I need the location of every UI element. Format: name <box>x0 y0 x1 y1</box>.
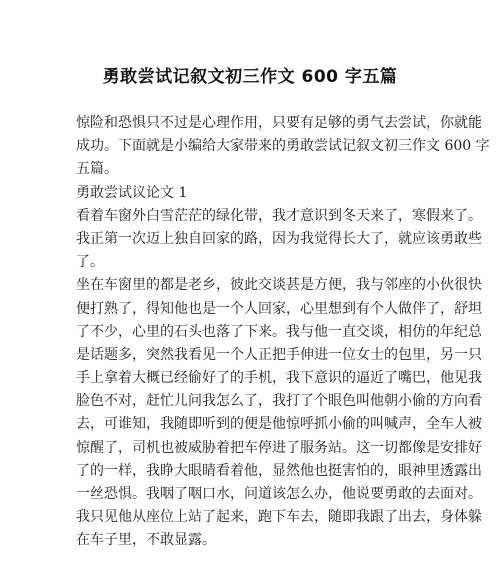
body-line: 便打熟了，得知他也是一个人回家，心里想到有个人做伴了，舒坦 <box>76 300 482 317</box>
body-line: 脸色不对，赶忙儿问我怎么了，我打了个眼色叫他朝小偷的方向看 <box>76 393 482 410</box>
body-line: 是话题多，突然我看见一个人正把手伸进一位女士的包里，另一只 <box>76 346 482 363</box>
body-line: 在车子里，不敢显露。 <box>76 532 216 549</box>
body-line: 看着车窗外白雪茫茫的绿化带，我才意识到冬天来了，寒假来了。 <box>76 207 482 224</box>
body-line: 惊险和恐惧只不过是心理作用，只要有足够的勇气去尝试，你就能 <box>76 115 482 131</box>
body-line: 坐在车窗里的都是老乡，彼此交谈甚是方便，我与邻座的小伙很快 <box>76 277 482 294</box>
section-heading: 勇敢尝试议论文 1 <box>76 184 188 201</box>
document-body <box>76 112 490 553</box>
body-line: 我只见他从座位上站了起来，跑下车去，随即我跟了出去，身体躲 <box>76 509 482 526</box>
body-line: 五篇。 <box>76 161 118 178</box>
body-line: 去，可谁知，我随即听到的便是他惊呼抓小偷的叫喊声，全车人被 <box>76 416 482 433</box>
body-line: 手上拿着大概已经偷好了的手机，我下意识的逼近了嘴巴，他见我 <box>76 370 482 387</box>
body-line: 一丝恐惧。我咽了咽口水，问道该怎么办，他说要勇敢的去面对。 <box>76 486 482 502</box>
body-line: 了不少，心里的石头也落了下来。我与他一直交谈，相仿的年纪总 <box>76 323 482 340</box>
body-line: 了。 <box>76 254 104 271</box>
body-line: 惊醒了，司机也被威胁着把车停进了服务站。这一切都像是安排好 <box>76 439 482 456</box>
body-line: 成功。下面就是小编给大家带来的勇敢尝试记叙文初三作文 600 字 <box>76 138 490 155</box>
document-title: 勇敢尝试记叙文初三作文 600 字五篇 <box>102 67 398 87</box>
body-line: 我正第一次迈上独自回家的路，因为我觉得长大了，就应该勇敢些 <box>76 230 482 247</box>
body-line: 了的一样，我睁大眼睛看着他，显然他也挺害怕的，眼神里透露出 <box>76 462 482 479</box>
